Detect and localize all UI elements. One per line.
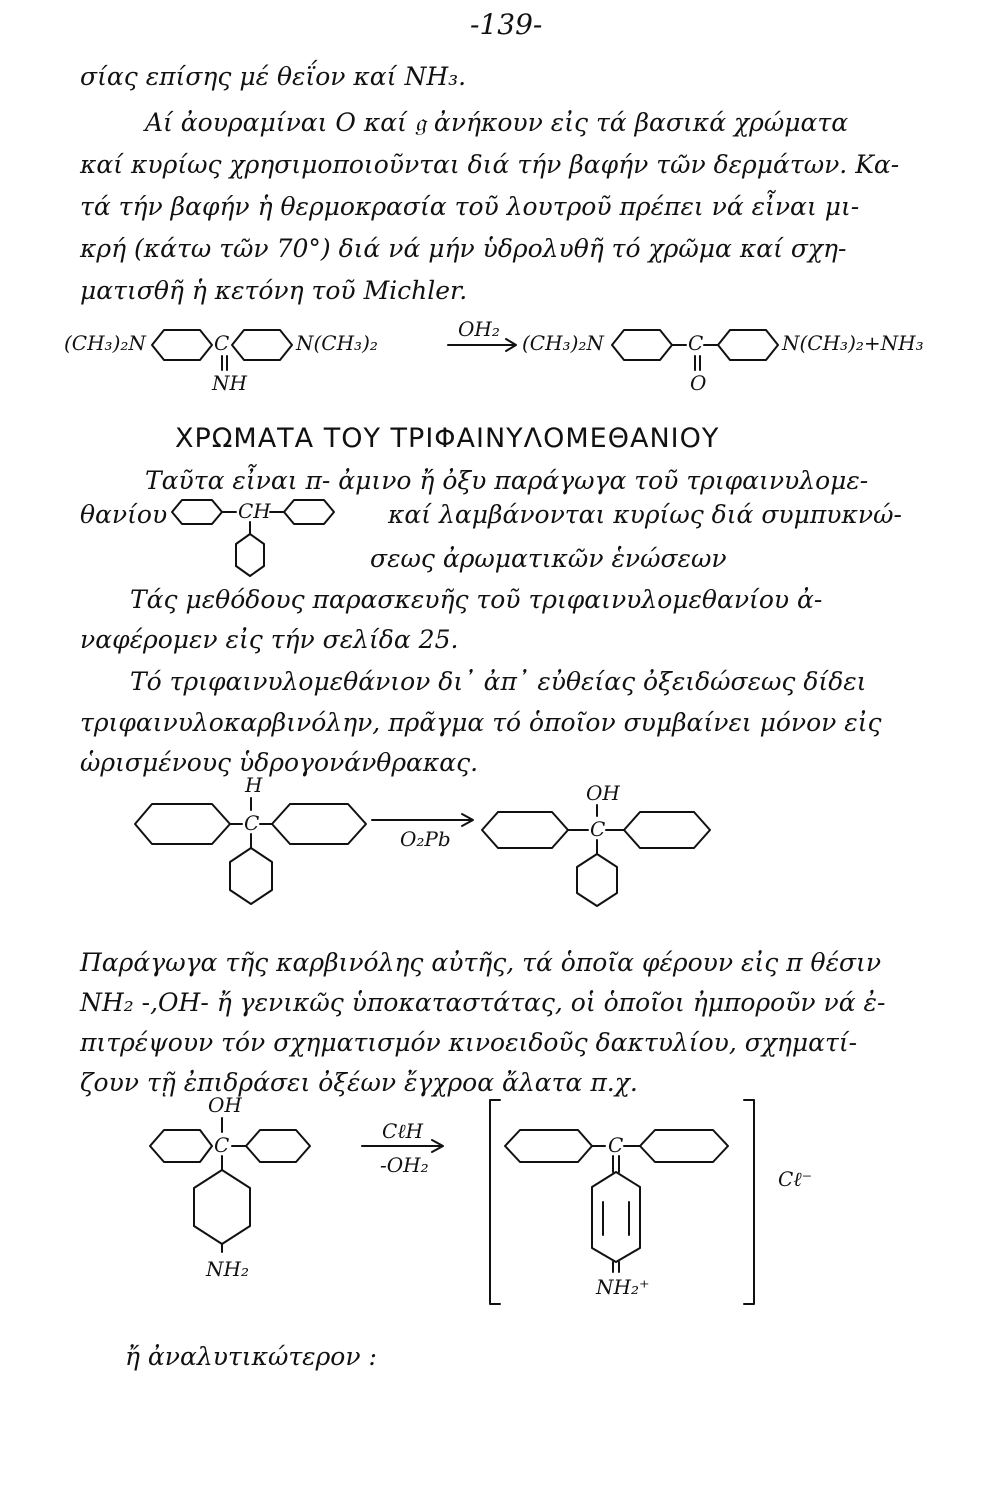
reagent-label: O₂Pb — [400, 827, 451, 851]
text-line: τριφαινυλοκαρβινόλην, πρᾶγμα τό ὁποῖον συμβαίνει μόνον εἰς — [80, 708, 882, 737]
text-line: Ταῦτα εἶναι π- ἀμινο ἤ ὀξυ παράγωγα τοῦ τριφαινυλομε- — [145, 466, 869, 495]
text-line: Παράγωγα τῆς καρβινόλης αὐτῆς, τά ὁποῖα φέρουν εἰς π θέσιν — [80, 948, 882, 977]
formula-label: N(CH₃)₂ — [296, 331, 378, 355]
reagent-label: OH₂ — [458, 317, 500, 341]
formula-label: NH — [212, 371, 247, 395]
formula-label: O — [690, 371, 707, 395]
formula-label: (CH₃)₂N — [64, 331, 146, 355]
formula-label: (CH₃)₂N — [522, 331, 604, 355]
text-line: θανίου — [80, 500, 168, 529]
formula-label: C — [214, 331, 230, 355]
text-line: ὡρισμένους ὑδρογονάνθρακας. — [80, 748, 479, 777]
text-line: καί λαμβάνονται κυρίως διά συμπυκνώ- — [388, 500, 902, 529]
formula-label: NH₂ — [206, 1257, 249, 1281]
benzene-ring — [236, 534, 264, 576]
benzene-ring — [152, 330, 212, 360]
formula-label: H — [245, 773, 263, 797]
formula-label: C — [244, 811, 260, 835]
text-line: κρή (κάτω τῶν 70°) διά νά μήν ὑδρολυθῆ τό χρῶμα καί σχη- — [80, 234, 847, 263]
triphenylmethane-structure — [170, 494, 370, 584]
benzene-ring — [272, 804, 366, 844]
benzene-ring — [172, 500, 222, 524]
benzene-ring — [505, 1130, 592, 1162]
benzene-ring — [232, 330, 292, 360]
text-line: καί κυρίως χρησιμοποιοῦνται διά τήν βαφήν τῶν δερμάτων. Κα- — [80, 150, 900, 179]
benzene-ring — [284, 500, 334, 524]
text-line: ΝΗ₂ -,ΟΗ- ἤ γενικῶς ὑποκαταστάτας, οἱ ὁποῖοι ἠμποροῦν νά ἐ- — [80, 988, 886, 1017]
benzene-ring — [612, 330, 672, 360]
benzene-ring — [640, 1130, 728, 1162]
benzene-ring — [135, 804, 230, 844]
left-bracket — [490, 1100, 500, 1304]
benzene-ring — [577, 854, 617, 906]
right-bracket — [744, 1100, 754, 1304]
text-line: ναφέρομεν εἰς τήν σελίδα 25. — [80, 625, 459, 654]
reagent-label: CℓH — [382, 1119, 424, 1143]
reaction-auramine-hydrolysis — [60, 318, 960, 398]
formula-label: C — [590, 817, 606, 841]
formula-label: CH — [238, 499, 271, 523]
counter-ion-label: Cℓ⁻ — [778, 1167, 813, 1191]
benzene-ring — [230, 848, 272, 904]
text-line: σίας επίσης μέ θεΐον καί ΝΗ₃. — [80, 62, 467, 91]
text-line: ζουν τῇ ἐπιδράσει ὀξέων ἔγχροα ἄλατα π.χ. — [80, 1068, 638, 1097]
reagent-label: -OH₂ — [380, 1153, 429, 1177]
benzene-ring — [150, 1130, 212, 1162]
formula-label: OH — [586, 781, 620, 805]
text-line: Τάς μεθόδους παρασκευῆς τοῦ τριφαινυλομεθανίου ἀ- — [130, 585, 823, 614]
benzene-ring — [624, 812, 710, 848]
reaction-salt-formation — [150, 1090, 870, 1330]
text-line: ματισθῆ ἡ κετόνη τοῦ Michler. — [80, 276, 468, 305]
benzene-ring — [718, 330, 778, 360]
page-number: -139- — [470, 8, 543, 41]
text-line: Αί ἀουραμίναι Ο καί 𝔤 ἀνήκουν εἰς τά βασικά χρώματα — [145, 108, 849, 137]
formula-label: C — [608, 1133, 624, 1157]
text-line: Τό τριφαινυλομεθάνιον δι᾽ ἀπ᾽ εὐθείας ὀξειδώσεως δίδει — [130, 667, 867, 696]
benzene-ring — [246, 1130, 310, 1162]
section-heading: ΧΡΩΜΑΤΑ ΤΟΥ ΤΡΙΦΑΙΝΥΛΟΜΕΘΑΝΙΟΥ — [175, 423, 720, 454]
benzene-ring — [194, 1170, 250, 1244]
formula-label: OH — [208, 1093, 242, 1117]
formula-label: N(CH₃)₂+NH₃ — [782, 331, 924, 355]
benzene-ring — [482, 812, 568, 848]
text-line: πιτρέψουν τόν σχηματισμόν κινοειδοῦς δακτυλίου, σχηματί- — [80, 1028, 858, 1057]
formula-label: C — [688, 331, 704, 355]
formula-label: C — [214, 1133, 230, 1157]
quinoid-ring — [592, 1172, 640, 1262]
reaction-oxidation-to-carbinol — [120, 772, 880, 917]
formula-label: NH₂⁺ — [596, 1275, 650, 1299]
text-line: σεως ἀρωματικῶν ἑνώσεων — [370, 544, 727, 573]
text-line: τά τήν βαφήν ἡ θερμοκρασία τοῦ λουτροῦ πρέπει νά εἶναι μι- — [80, 192, 860, 221]
text-line: ἤ ἀναλυτικώτερον : — [125, 1342, 377, 1371]
